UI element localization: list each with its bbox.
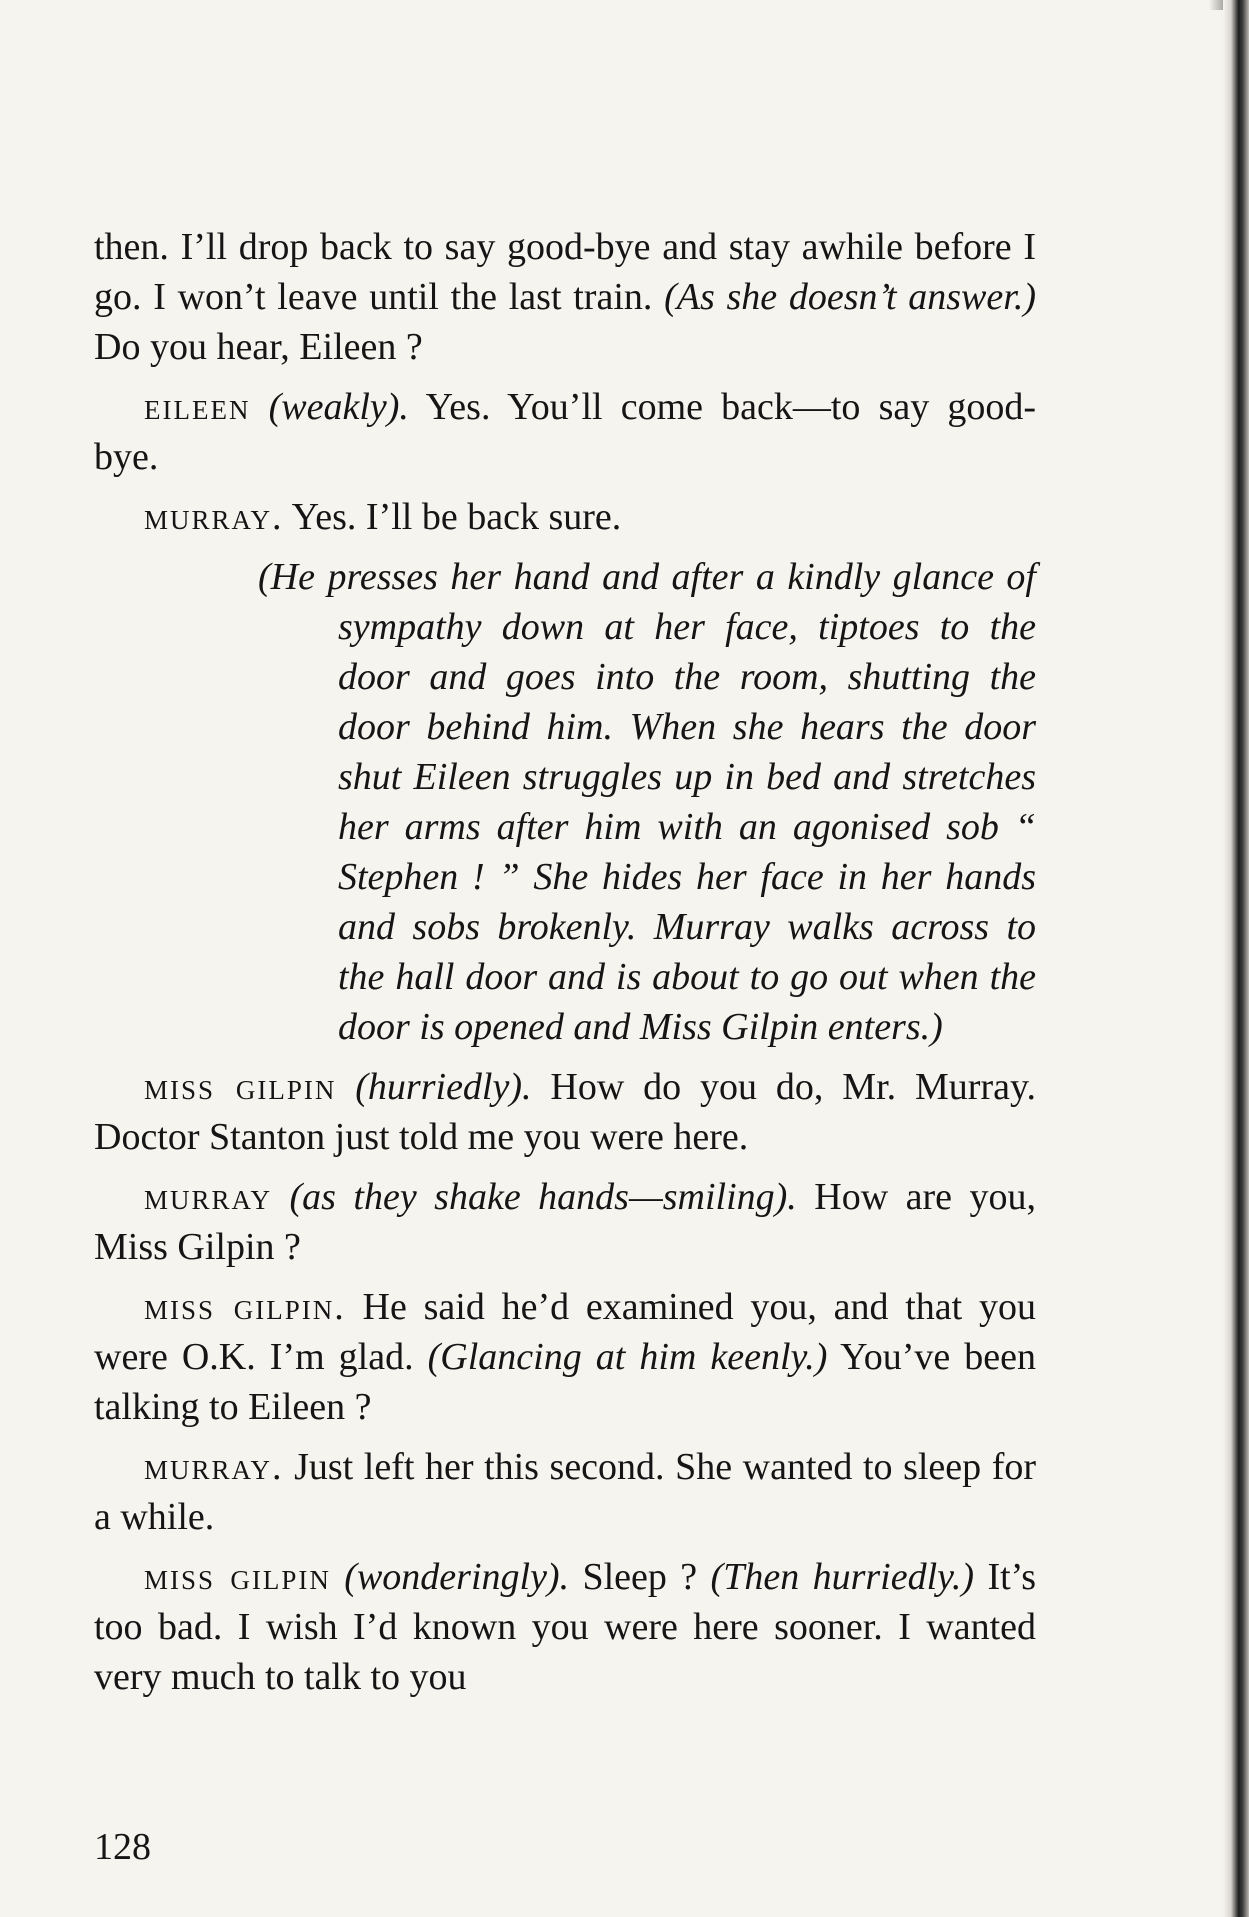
- book-page-text: [94, 222, 1036, 1712]
- continuation-text: then. I’ll drop back to say good-bye and stay awhile before I go. I won’t leave until the last train.: [94, 226, 1036, 318]
- continuation-paragraph: [94, 222, 1036, 372]
- continuation-text-2: Do you hear, Eileen ?: [94, 326, 423, 368]
- speech-text-2: It’s too bad. I wish I’d known you were here sooner. I wanted very much to talk to you: [94, 1556, 1037, 1698]
- speech-murray-3: [94, 1442, 1036, 1542]
- speaker-name: miss gilpin.: [144, 1286, 346, 1328]
- speech-text: How do you do, Mr. Murray. Doctor Stanton just told me you were here.: [94, 1066, 1036, 1158]
- speech-eileen: [94, 382, 1036, 482]
- speech-direction-2: (Then hurriedly.): [710, 1556, 975, 1598]
- speech-direction: (wonderingly).: [344, 1556, 570, 1598]
- speech-direction: (weakly).: [268, 386, 409, 428]
- speech-direction: (hurriedly).: [355, 1066, 532, 1108]
- page-number: 128: [94, 1826, 151, 1868]
- speech-text: Yes. You’ll come back—to say good-bye.: [94, 386, 1037, 478]
- speech-miss-gilpin-3: [94, 1552, 1036, 1702]
- speaker-name: murray.: [144, 496, 284, 538]
- speech-miss-gilpin-1: [94, 1062, 1036, 1162]
- speech-text: Yes. I’ll be back sure.: [291, 496, 622, 538]
- speech-text: Sleep ?: [582, 1556, 698, 1598]
- speaker-name: eileen: [144, 386, 251, 428]
- page-binding-edge: [1223, 0, 1249, 1917]
- speaker-name: miss gilpin: [144, 1066, 337, 1108]
- speaker-name: murray.: [144, 1446, 284, 1488]
- speech-text: Just left her this second. She wanted to sleep for a while.: [94, 1446, 1037, 1538]
- speaker-name: murray: [144, 1176, 273, 1218]
- speech-murray-1: [94, 492, 1036, 542]
- speech-murray-2: [94, 1172, 1036, 1272]
- continuation-direction: (As she doesn’t answer.): [664, 276, 1037, 318]
- stage-direction: (He presses her hand and after a kindly glance of sympathy down at her face, tiptoes to the door and goes into the room, shutting the door behind him. When she hears the door shut Eileen struggles up in bed and stretches her arms after him with an agonised sob “ Stephen ! ” She hides her face in her hands and sobs brokenly. Murray walks across to the hall door and is about to go out when the door is opened and Miss Gilpin enters.): [258, 556, 1036, 1048]
- speech-text: He said he’d examined you, and that you were O.K. I’m glad.: [94, 1286, 1036, 1378]
- speech-text-2: You’ve been talking to Eileen ?: [94, 1336, 1036, 1428]
- speech-text: How are you, Miss Gilpin ?: [94, 1176, 1036, 1268]
- speech-direction: (Glancing at him keenly.): [427, 1336, 828, 1378]
- speech-direction: (as they shake hands—smiling).: [289, 1176, 797, 1218]
- speaker-name: miss gilpin: [144, 1556, 331, 1598]
- speech-miss-gilpin-2: [94, 1282, 1036, 1432]
